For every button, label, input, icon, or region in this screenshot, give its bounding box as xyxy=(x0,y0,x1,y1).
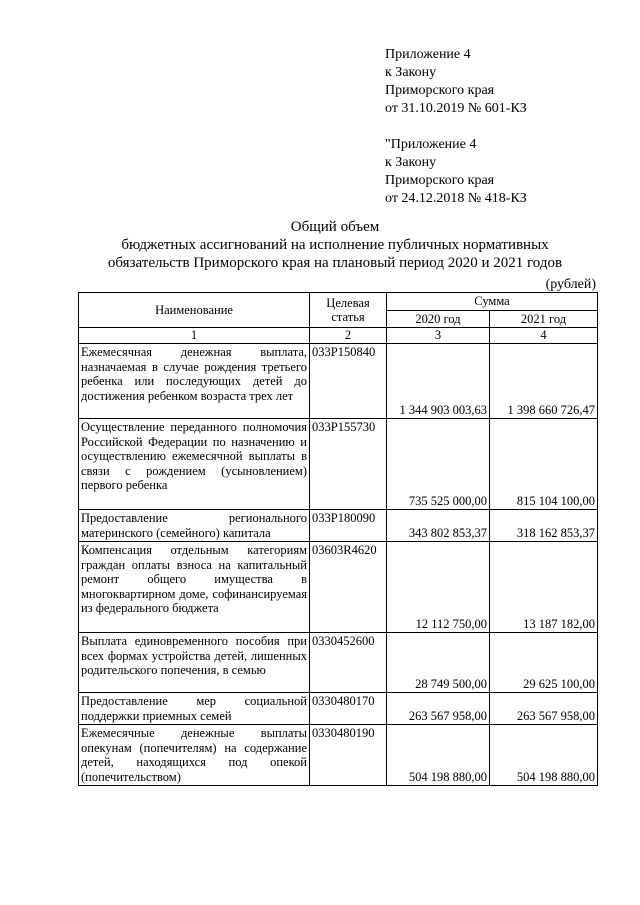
appendix-line: к Закону xyxy=(385,155,437,170)
appendix-line: к Закону xyxy=(385,65,437,80)
row-amount-2020: 504 198 880,00 xyxy=(387,725,490,786)
table-row xyxy=(79,725,598,786)
table-row xyxy=(79,419,598,510)
appendix-line: Приложение 4 xyxy=(385,47,471,62)
header-year-2021: 2021 год xyxy=(490,310,598,328)
row-amount-2020: 263 567 958,00 xyxy=(387,693,490,725)
row-amount-2021: 815 104 100,00 xyxy=(490,419,598,510)
table-row xyxy=(79,510,598,542)
row-amount-2021: 29 625 100,00 xyxy=(490,633,598,693)
header-name: Наименование xyxy=(79,293,310,328)
row-amount-2021: 504 198 880,00 xyxy=(490,725,598,786)
table-row xyxy=(79,542,598,633)
row-amount-2021: 13 187 182,00 xyxy=(490,542,598,633)
row-name: Осуществление переданного полномочия Российской Федерации по назначению и осуществлению ежемесячной выплаты в связи с рождением (усыновлением) первого ребенка xyxy=(79,419,310,510)
appendix-line: Приморского края xyxy=(385,83,495,98)
header-sum: Сумма xyxy=(387,293,598,311)
row-name: Компенсация отдельным категориям граждан оплаты взноса на капитальный ремонт общего имущества в многоквартирном доме, софинансируемая из федерального бюджета xyxy=(79,542,310,633)
appendix-line: Приморского края xyxy=(385,173,495,188)
title-line: обязательств Приморского края на плановый период 2020 и 2021 годов xyxy=(107,255,563,271)
spacer xyxy=(385,118,625,136)
table-row xyxy=(79,633,598,693)
column-number: 3 xyxy=(387,328,490,344)
column-number: 4 xyxy=(490,328,598,344)
header-code: Целевая статья xyxy=(310,293,387,328)
table-row xyxy=(79,344,598,419)
appendix-line: от 24.12.2018 № 418-КЗ xyxy=(385,191,527,206)
unit-label: (рублей) xyxy=(545,277,596,292)
row-name: Ежемесячная денежная выплата, назначаемая в случае рождения третьего ребенка или последующих детей до достижения ребенком возраста трех лет xyxy=(79,344,310,419)
budget-table xyxy=(78,292,598,786)
row-amount-2020: 28 749 500,00 xyxy=(387,633,490,693)
row-amount-2020: 343 802 853,37 xyxy=(387,510,490,542)
row-code: 033P150840 xyxy=(310,344,387,419)
title-line: бюджетных ассигнований на исполнение публичных нормативных xyxy=(121,237,549,253)
appendix-line: от 31.10.2019 № 601-КЗ xyxy=(385,101,527,116)
row-name: Предоставление регионального материнского (семейного) капитала xyxy=(79,510,310,542)
row-amount-2020: 1 344 903 003,63 xyxy=(387,344,490,419)
row-code: 0330452600 xyxy=(310,633,387,693)
row-name: Выплата единовременного пособия при всех формах устройства детей, лишенных родительского попечения, в семью xyxy=(79,633,310,693)
title-line: Общий объем xyxy=(290,219,380,235)
row-code: 033P180090 xyxy=(310,510,387,542)
column-number: 1 xyxy=(79,328,310,344)
table-row xyxy=(79,693,598,725)
column-number: 2 xyxy=(310,328,387,344)
appendix-block xyxy=(385,46,625,208)
appendix-line: "Приложение 4 xyxy=(385,137,477,152)
row-name: Ежемесячные денежные выплаты опекунам (попечителям) на содержание детей, находящихся под опекой (попечительством) xyxy=(79,725,310,786)
row-code: 0330480170 xyxy=(310,693,387,725)
row-code: 0330480190 xyxy=(310,725,387,786)
row-amount-2021: 263 567 958,00 xyxy=(490,693,598,725)
row-amount-2021: 1 398 660 726,47 xyxy=(490,344,598,419)
row-amount-2020: 735 525 000,00 xyxy=(387,419,490,510)
document-title xyxy=(70,218,600,272)
row-amount-2021: 318 162 853,37 xyxy=(490,510,598,542)
row-code: 03603R4620 xyxy=(310,542,387,633)
row-name: Предоставление мер социальной поддержки приемных семей xyxy=(79,693,310,725)
row-amount-2020: 12 112 750,00 xyxy=(387,542,490,633)
row-code: 033P155730 xyxy=(310,419,387,510)
header-year-2020: 2020 год xyxy=(387,310,490,328)
